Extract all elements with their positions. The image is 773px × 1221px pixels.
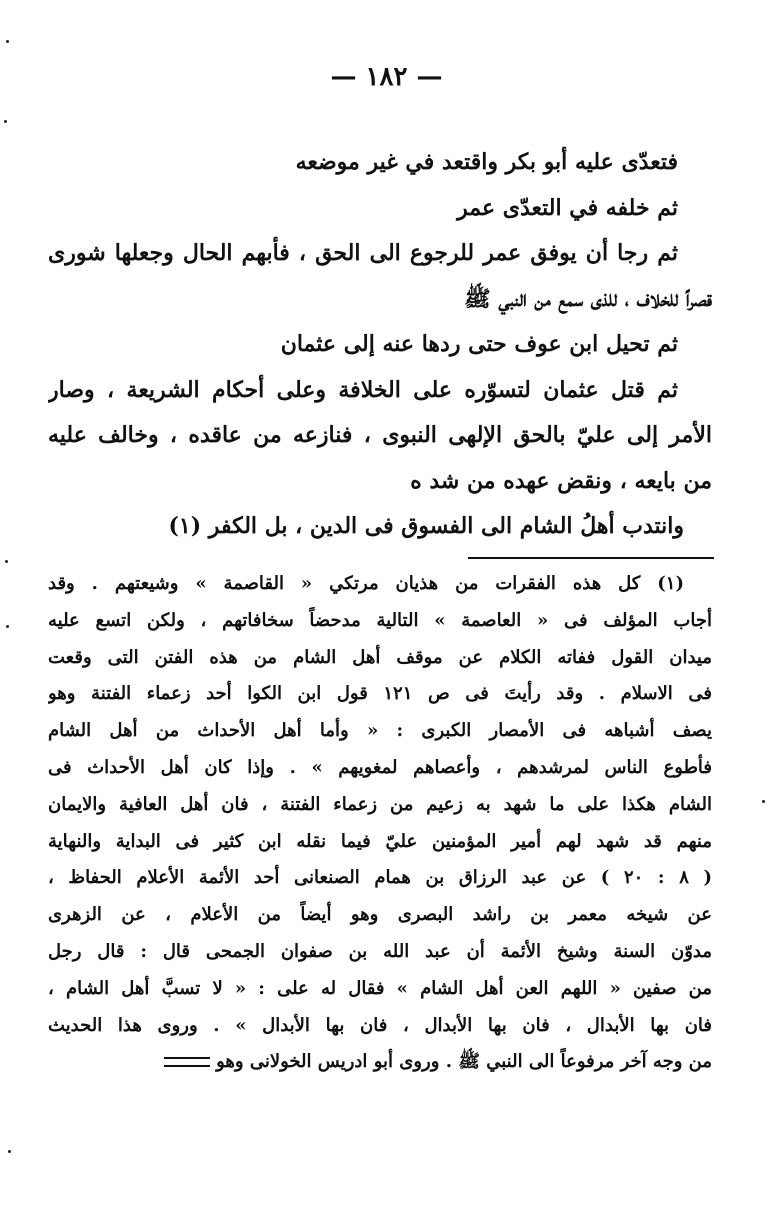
footnote-line: مدوّن السنة وشيخ الأئمة أن عبد الله بن صفوان الجمحى قال : قال رجل xyxy=(48,940,712,962)
scan-speck xyxy=(8,1150,11,1153)
footnote-line: الشام هكذا على ما شهد به زعيم من زعماء الفتنة ، فان أهل العافية والايمان xyxy=(48,793,712,815)
main-line: فتعدّى عليه أبو بكر واقتعد في غير موضعه xyxy=(295,149,678,175)
footnote-line: فان بها الأبدال ، فان بها الأبدال ، فان بها الأبدال » . وروى هذا الحديث xyxy=(48,1014,712,1036)
footnote-line: فى الاسلام . وقد رأيتَ فى ص ١٢١ قول ابن الكوا أحد زعماء الفتنة وهو xyxy=(48,683,712,705)
footnote-line: ميدان القول ففاته الكلام عن موقف أهل الشام من هذه الفتن التى وقعت xyxy=(48,646,712,668)
footnote-line: فأطوع الناس لمرشدهم ، وأعصاهم لمغويهم » . وإذا كان أهل الأحداث فى xyxy=(48,756,712,778)
main-text xyxy=(48,140,712,550)
footnote-line: عن شيخه معمر بن راشد البصرى وهو أيضاً من الأعلام ، عن الزهرى xyxy=(48,904,712,926)
footnote xyxy=(48,566,712,1081)
scan-speck xyxy=(762,800,765,803)
footnote-line: من صفين « اللهم العن أهل الشام » فقال له على : « لا تسبَّ أهل الشام ، xyxy=(48,977,712,999)
main-line: من بايعه ، ونقض عهده من شد ه xyxy=(410,467,712,494)
footnote-line: ( ٨ : ٢٠ ) عن عبد الرزاق بن همام الصنعانى أحد الأئمة الأعلام الحفاظ ، xyxy=(48,867,712,889)
main-line: وانتدب أهلُ الشام الى الفسوق فى الدين ، بل الكفر (١) xyxy=(168,513,684,539)
continuation-mark xyxy=(164,1057,210,1067)
main-line: ثم خلفه في التعدّى عمر xyxy=(457,194,678,221)
main-line: قصراً للخلاف ، للذى سمع من النبي ﷺ xyxy=(464,285,712,312)
scan-speck xyxy=(4,120,7,123)
footnote-line: يصف أشباهه فى الأمصار الكبرى : « وأما أهل الأحداث من أهل الشام xyxy=(48,720,712,742)
footnote-line: منهم قد شهد لهم أمير المؤمنين عليّ فيما نقله ابن كثير فى البداية والنهاية xyxy=(48,830,712,852)
scan-speck xyxy=(5,560,8,563)
footnote-divider xyxy=(468,557,714,559)
scan-speck xyxy=(6,625,9,628)
footnote-line-text: من وجه آخر مرفوعاً الى النبي ﷺ . وروى أبو ادريس الخولانى وهو xyxy=(216,1051,712,1073)
main-line: ثم رجا أن يوفق عمر للرجوع الى الحق ، فأبهم الحال وجعلها شورى xyxy=(48,240,678,266)
main-line: ثم قتل عثمان لتسوّره على الخلافة وعلى أحكام الشريعة ، وصار xyxy=(48,376,678,403)
footnote-line: (١) كل هذه الفقرات من هذيان مرتكي « القاصمة » وشيعتهم . وقد xyxy=(48,573,684,594)
page-number: — ١٨٢ — xyxy=(330,62,443,92)
footnote-line: أجاب المؤلف فى « العاصمة » التالية مدحضاً سخافاتهم ، ولكن اتسع عليه xyxy=(48,609,712,631)
footnote-line xyxy=(48,1044,712,1081)
main-line: ثم تحيل ابن عوف حتى ردها عنه إلى عثمان xyxy=(280,331,678,357)
main-line: الأمر إلى عليّ بالحق الإلهى النبوى ، فنازعه من عاقده ، وخالف عليه xyxy=(48,422,712,448)
scan-speck xyxy=(6,40,9,43)
